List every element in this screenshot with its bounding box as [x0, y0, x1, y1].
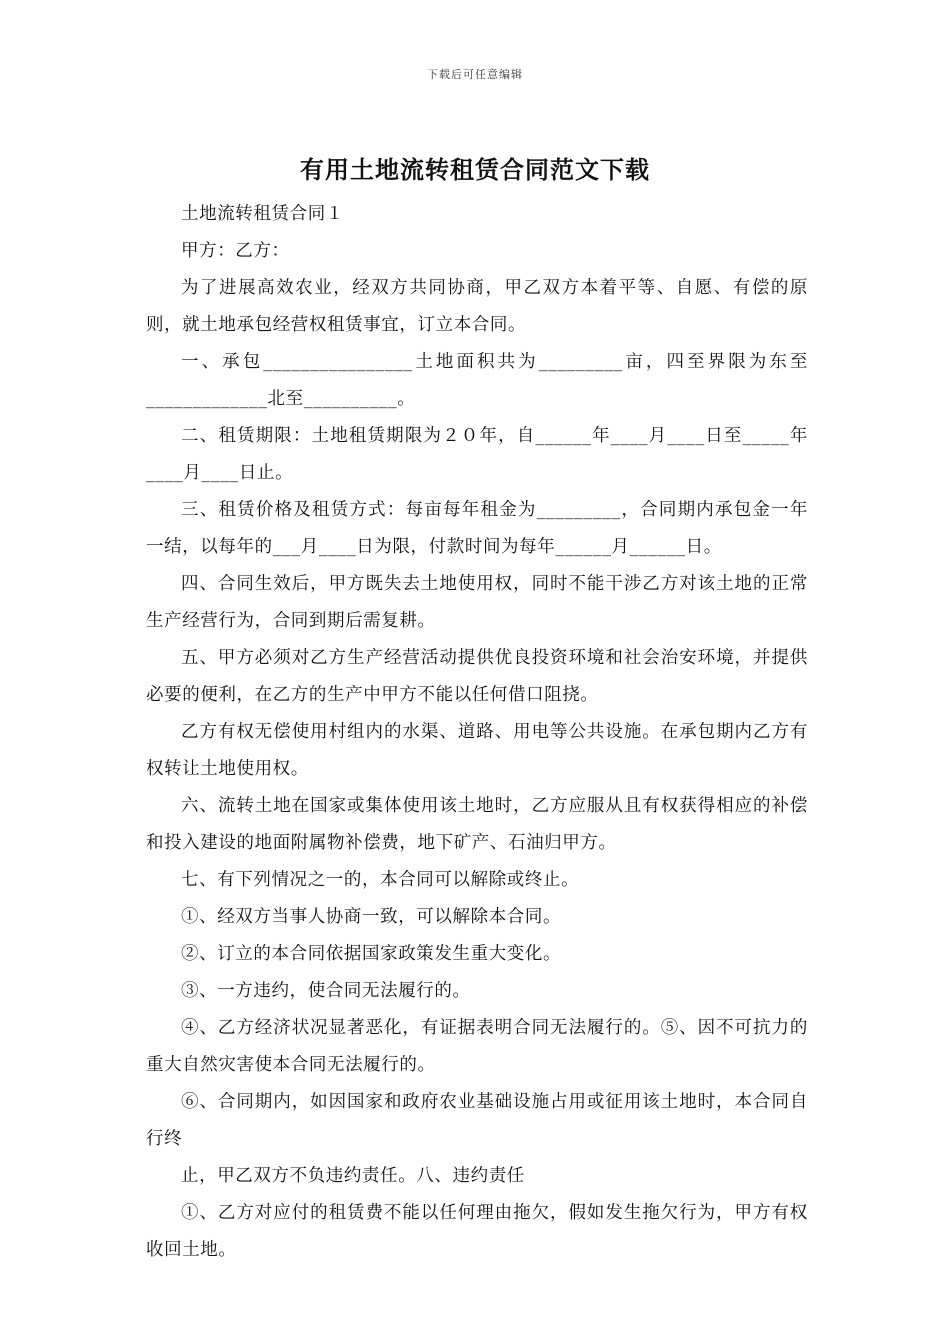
paragraph: 二、租赁期限：土地租赁期限为２０年，自______年____月____日至_____年____月____日止。 [146, 426, 808, 483]
paragraph: 三、租赁价格及租赁方式：每亩每年租金为_________，合同期内承包金一年一结，以每年的___月____日为限，付款时间为每年______月______日。 [146, 500, 808, 557]
paragraph: 甲方：乙方： [181, 241, 290, 261]
paragraph: 七、有下列情况之一的，本合同可以解除或终止。 [181, 870, 580, 890]
paragraph: ⑥、合同期内，如因国家和政府农业基础设施占用或征用该土地时，本合同自行终 [146, 1092, 808, 1149]
paragraph: 一、承包________________土地面积共为_________亩，四至界限为东至_____________北至__________。 [146, 352, 808, 409]
paragraph: 六、流转土地在国家或集体使用该土地时，乙方应服从且有权获得相应的补偿和投入建设的地面附属物补偿费，地下矿产、石油归甲方。 [146, 796, 808, 853]
header-note: 下载后可任意编辑 [427, 68, 523, 81]
paragraph: 为了进展高效农业，经双方共同协商，甲乙双方本着平等、自愿、有偿的原则，就土地承包经营权租赁事宜，订立本合同。 [146, 278, 808, 335]
paragraph: ③、一方违约，使合同无法履行的。 [181, 981, 471, 1001]
paragraph: 四、合同生效后，甲方既失去土地使用权，同时不能干涉乙方对该土地的正常生产经营行为，合同到期后需复耕。 [146, 574, 808, 631]
paragraph: 土地流转租赁合同１ [181, 204, 344, 224]
paragraph: ①、经双方当事人协商一致，可以解除本合同。 [181, 907, 562, 927]
paragraph: ④、乙方经济状况显著恶化，有证据表明合同无法履行的。⑤、因不可抗力的重大自然灾害使本合同无法履行的。 [146, 1018, 808, 1075]
paragraph: 止，甲乙双方不负违约责任。八、违约责任 [181, 1166, 525, 1186]
document-title: 有用土地流转租赁合同范文下载 [300, 155, 650, 184]
paragraph: 五、甲方必须对乙方生产经营活动提供优良投资环境和社会治安环境，并提供必要的便利，在乙方的生产中甲方不能以任何借口阻挠。 [146, 648, 808, 705]
paragraph: 乙方有权无偿使用村组内的水渠、道路、用电等公共设施。在承包期内乙方有权转让土地使用权。 [146, 722, 808, 779]
paragraph: ②、订立的本合同依据国家政策发生重大变化。 [181, 944, 562, 964]
document-body [146, 196, 808, 1269]
paragraph: ①、乙方对应付的租赁费不能以任何理由拖欠，假如发生拖欠行为，甲方有权收回土地。 [146, 1203, 808, 1260]
